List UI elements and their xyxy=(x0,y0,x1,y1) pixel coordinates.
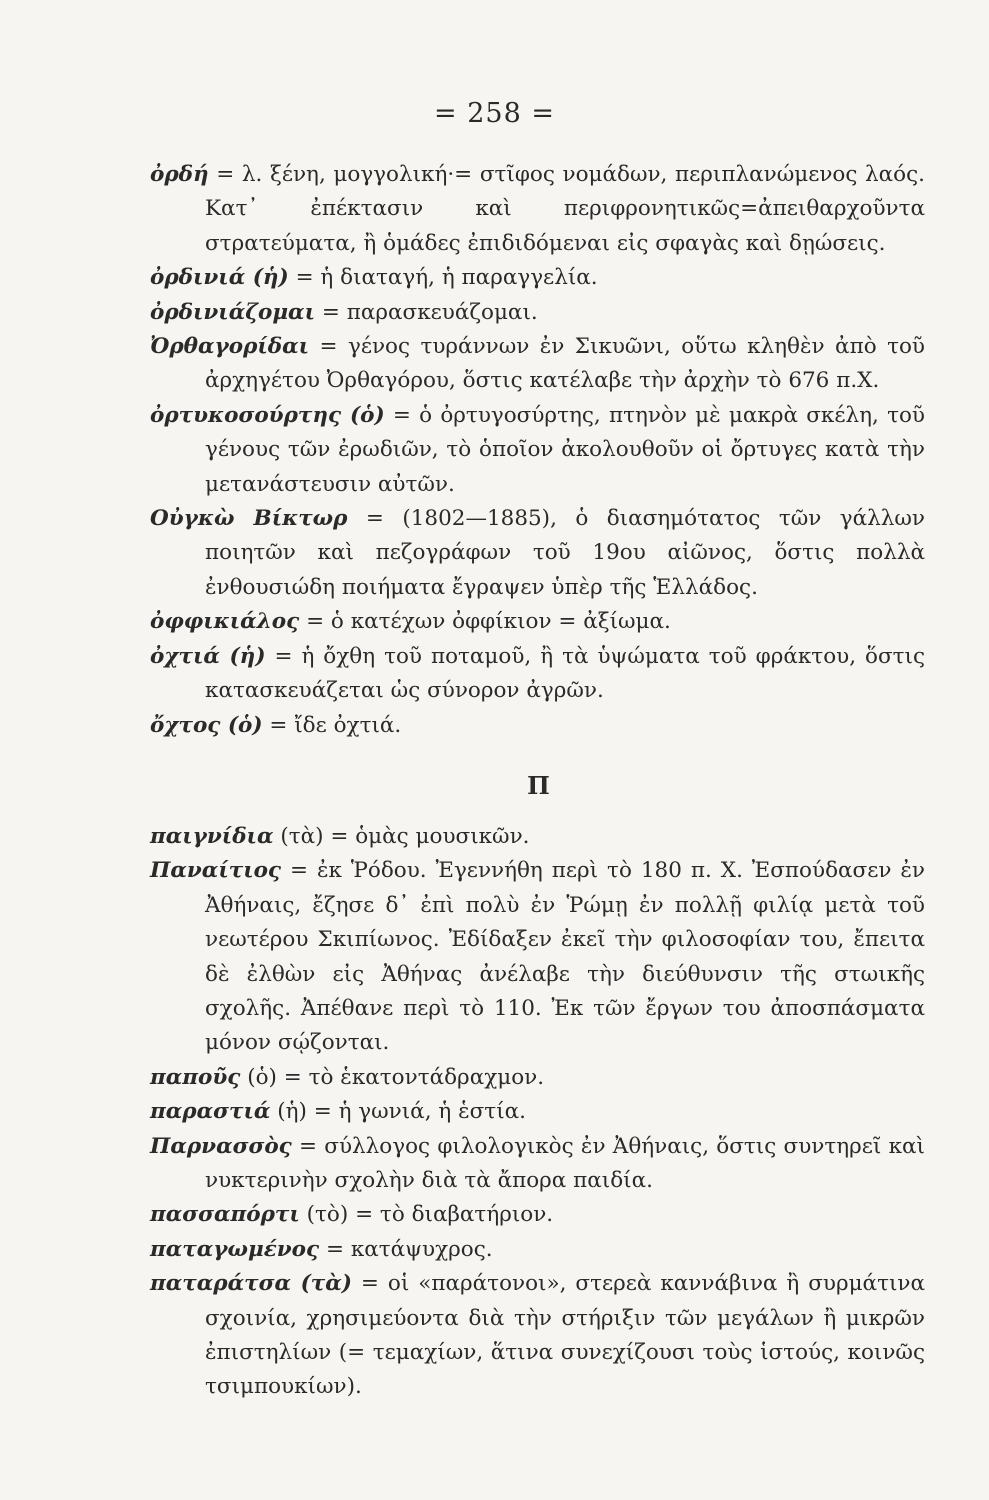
entry-definition: = σύλλογος φιλολογικὸς ἐν Ἀθήναις, ὅστις συντηρεῖ καὶ νυκτερινὴν σχολὴν διὰ τὰ ἄπορα παιδία. xyxy=(205,1133,925,1193)
entry-headword: ὀρδή xyxy=(150,162,209,187)
entry-definition: = λ. ξένη, μογγολική·= στῖφος νομάδων, περιπλανώμενος λαός. Κατ᾽ ἐπέκτασιν καὶ περιφρονητικῶς=ἀπειθαρχοῦντα στρατεύματα, ἢ ὁμάδες ἐπιδιδόμεναι εἰς σφαγὰς καὶ δῃώσεις. xyxy=(205,162,925,256)
entry xyxy=(150,605,925,639)
entry-headword: Παρνασσὸς xyxy=(150,1133,292,1159)
entry-headword: ὀρδινιά (ἡ) xyxy=(150,265,289,291)
entry-headword: Παναίτιος xyxy=(150,858,282,884)
entry-headword: παραστιά xyxy=(150,1099,271,1125)
entry-definition: (ὁ) = τὸ ἑκατοντάδραχμον. xyxy=(247,1064,545,1090)
entry-headword: ὀρδινιάζομαι xyxy=(150,299,316,325)
entry xyxy=(150,261,925,295)
entry-headword: ὄχτος (ὁ) xyxy=(150,712,263,738)
entry-headword: πασσαπόρτι xyxy=(150,1202,300,1228)
entry-definition: = ἡ ὄχθη τοῦ ποταμοῦ, ἢ τὰ ὑψώματα τοῦ φράκτου, ὅστις κατασκευάζεται ὡς σύνορον ἀγρῶν. xyxy=(205,643,925,704)
section-letter-heading: Π xyxy=(527,770,548,800)
entry-definition: (ἡ) = ἡ γωνιά, ἡ ἑστία. xyxy=(277,1099,526,1125)
entry-headword: παποῦς xyxy=(150,1064,241,1090)
entry-definition: = ἐκ Ῥόδου. Ἐγεννήθη περὶ τὸ 180 π. Χ. Ἐσπούδασεν ἐν Ἀθήναις, ἔζησε δ᾽ ἐπὶ πολὺ ἐν Ῥώμῃ ἐν πολλῇ φιλίᾳ μετὰ τοῦ νεωτέρου Σκιπίωνος. Ἐδίδαξεν ἐκεῖ τὴν φιλοσοφίαν του, ἔπειτα δὲ ἐλθὼν εἰς Ἀθήνας ἀνέλαβε τὴν διεύθυνσιν τῆς στωικῆς σχολῆς. Ἀπέθανε περὶ τὸ 110. Ἐκ τῶν ἔργων του ἀποσπάσματα μόνον σῴζονται. xyxy=(205,858,925,1056)
entry xyxy=(150,502,925,605)
entry xyxy=(150,330,925,399)
entry xyxy=(150,399,925,502)
entry xyxy=(150,640,925,709)
entry xyxy=(150,1267,925,1405)
entry xyxy=(150,1233,925,1267)
entry-headword: ὀφφικιάλος xyxy=(150,609,300,635)
entry xyxy=(150,1061,925,1095)
entry-headword: Οὐγκὼ Βίκτωρ xyxy=(150,506,348,532)
entries-column xyxy=(150,158,925,1405)
entry xyxy=(150,820,925,854)
entry-headword: παιγνίδια xyxy=(150,823,274,849)
entry xyxy=(150,1130,925,1199)
page-number: = 258 = xyxy=(434,98,555,129)
entry-definition: = ἴδε ὀχτιά. xyxy=(269,712,402,738)
entry xyxy=(150,854,925,1060)
entry-definition: = ἡ διαταγή, ἡ παραγγελία. xyxy=(295,265,598,291)
entry-headword: ὀρτυκοσούρτης (ὁ) xyxy=(150,402,385,428)
entry xyxy=(150,296,925,330)
entry-definition: = οἱ «παράτονοι», στερεὰ καννάβινα ἢ συρμάτινα σχοινία, χρησιμεύοντα διὰ τὴν στήριξιν τῶν μεγάλων ἢ μικρῶν ἐπιστηλίων (= τεμαχίων, ἅτινα συνεχίζουσι τοὺς ἱστούς, κοινῶς τσιμπουκίων). xyxy=(205,1271,925,1400)
entry-definition: = παρασκευάζομαι. xyxy=(321,299,538,325)
entry-definition: = ὁ κατέχων ὀφφίκιον = ἀξίωμα. xyxy=(306,609,671,635)
entry-definition: = κατάψυχρος. xyxy=(325,1236,493,1262)
entry xyxy=(150,709,925,743)
entry-headword: ὀχτιά (ἡ) xyxy=(150,643,266,669)
entry-definition: = (1802—1885), ὁ διασημότατος τῶν γάλλων ποιητῶν καὶ πεζογράφων τοῦ 19ου αἰῶνος, ὅστις πολλὰ ἐνθουσιώδη ποιήματα ἔγραψεν ὑπὲρ τῆς Ἑλλάδος. xyxy=(205,506,925,600)
entry-definition: (τὰ) = ὁμὰς μουσικῶν. xyxy=(280,823,530,849)
entry xyxy=(150,1198,925,1232)
entry-headword: παταράτσα (τὰ) xyxy=(150,1271,352,1297)
entry-definition: = ὁ ὀρτυγοσύρτης, πτηνὸν μὲ μακρὰ σκέλη, τοῦ γένους τῶν ἐρωδιῶν, τὸ ὁποῖον ἀκολουθοῦν οἱ ὄρτυγες κατὰ τὴν μετανάστευσιν αὐτῶν. xyxy=(205,402,925,497)
entry-headword: Ὀρθαγορίδαι xyxy=(150,334,310,360)
entry-definition: (τὸ) = τὸ διαβατήριον. xyxy=(306,1202,554,1228)
entry-definition: = γένος τυράννων ἐν Σικυῶνι, οὕτω κληθὲν ἀπὸ τοῦ ἀρχηγέτου Ὀρθαγόρου, ὅστις κατέλαβε τὴν ἀρχὴν τὸ 676 π.Χ. xyxy=(205,334,925,394)
entry-headword: παταγωμένος xyxy=(150,1236,320,1262)
entry xyxy=(150,158,925,261)
entry xyxy=(150,1095,925,1129)
